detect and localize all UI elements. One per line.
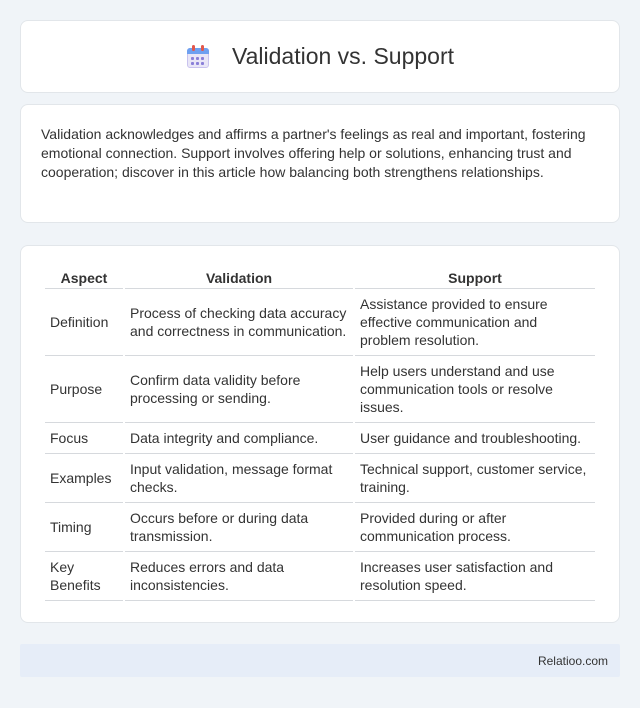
row-aspect: Focus (45, 423, 123, 454)
intro-card (20, 104, 620, 223)
row-validation: Process of checking data accuracy and correctness in communication. (125, 289, 353, 356)
row-aspect: Purpose (45, 356, 123, 423)
row-support: Increases user satisfaction and resolution speed. (355, 552, 595, 601)
title-card (20, 20, 620, 93)
table-row (45, 423, 595, 454)
table-header-row (45, 266, 595, 289)
row-support: Help users understand and use communication tools or resolve issues. (355, 356, 595, 423)
table-row (45, 356, 595, 423)
comparison-table (43, 266, 597, 601)
table-row (45, 503, 595, 552)
row-validation: Confirm data validity before processing or sending. (125, 356, 353, 423)
row-aspect: Definition (45, 289, 123, 356)
row-validation: Occurs before or during data transmission. (125, 503, 353, 552)
row-support: Technical support, customer service, training. (355, 454, 595, 503)
comparison-card (20, 245, 620, 623)
row-support: User guidance and troubleshooting. (355, 423, 595, 454)
table-row (45, 454, 595, 503)
row-validation: Input validation, message format checks. (125, 454, 353, 503)
header-aspect: Aspect (45, 266, 123, 289)
title-wrap (186, 43, 454, 70)
table-row (45, 552, 595, 601)
row-support: Assistance provided to ensure effective communication and problem resolution. (355, 289, 595, 356)
calendar-icon (186, 45, 210, 69)
row-support: Provided during or after communication process. (355, 503, 595, 552)
page-title: Validation vs. Support (231, 43, 455, 69)
footer (20, 644, 620, 677)
intro-paragraph: Validation acknowledges and affirms a partner's feelings as real and important, fostering emotional connection. Support involves offering help or solutions, enhancing trust and cooperation; discover in this article how balancing both strengthens relationships. (41, 126, 586, 180)
header-support: Support (355, 266, 595, 289)
header-validation: Validation (125, 266, 353, 289)
row-aspect: Examples (45, 454, 123, 503)
row-validation: Reduces errors and data inconsistencies. (125, 552, 353, 601)
footer-site-link[interactable]: Relatioo.com (537, 653, 608, 668)
table-row (45, 289, 595, 356)
row-validation: Data integrity and compliance. (125, 423, 353, 454)
row-aspect: Timing (45, 503, 123, 552)
row-aspect: Key Benefits (45, 552, 123, 601)
